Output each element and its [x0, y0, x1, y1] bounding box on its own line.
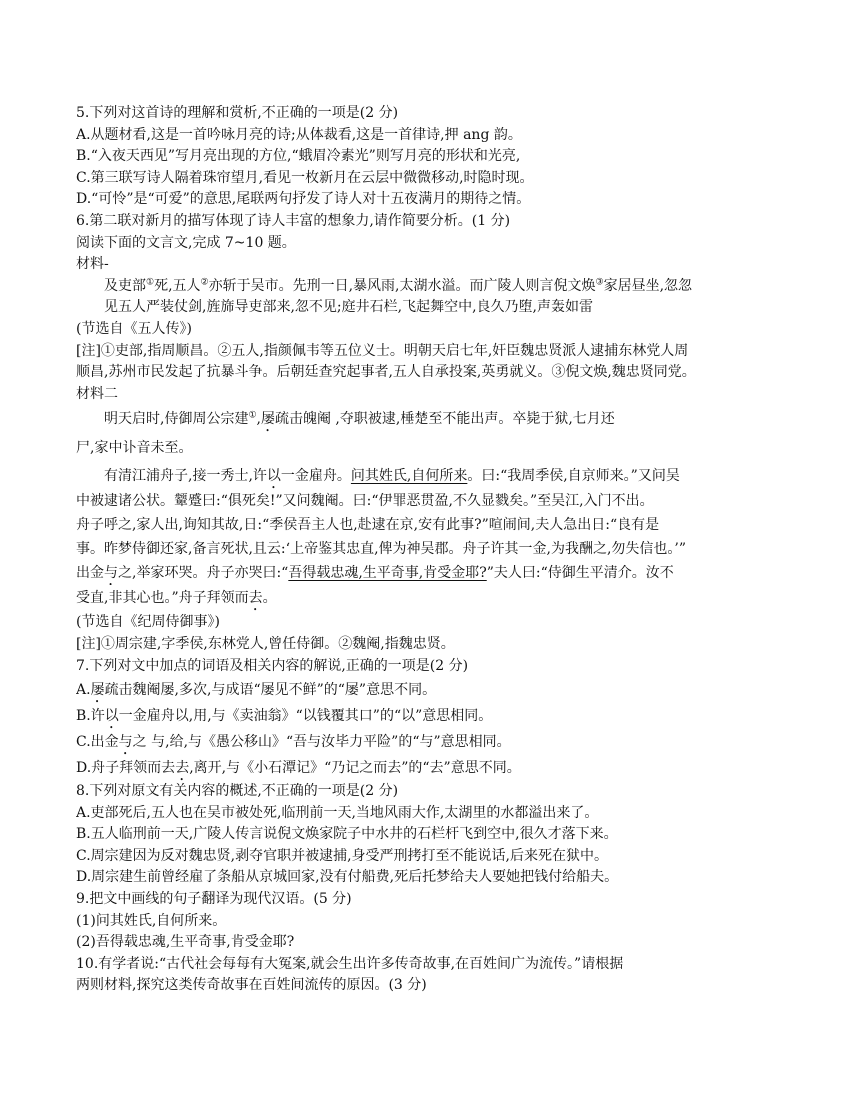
q5-option-b: B.“入夜天西见”写月亮出现的方位,“蛾眉冷素光”则写月亮的形状和光亮,	[76, 148, 521, 165]
material-1-note-1: [注]①吏部,指周顺昌。②五人,指颜佩韦等五位义士。明朝天启七年,奸臣魏忠贤派人逮捕东林党人周	[76, 342, 689, 359]
q8-option-d: D.周宗建生前曾经雇了条船从京城回家,没有付船费,死后托梦给夫人要她把钱付给船夫。	[76, 869, 619, 886]
document-page	[76, 103, 798, 997]
q7-option-d: D.舟子拜领而去去,离开,与《小石潭记》“乃记之而去”的“去”意思不同。	[76, 760, 521, 777]
material-2-para-2-line-5: 出金与之,举家环哭。舟子亦哭曰:“吾得载忠魂,生平奇事,肯受金耶?”夫人曰:“侍御生平清介。汝不	[76, 565, 674, 582]
q7-option-a: A.屡疏击魏阉屡,多次,与成语“屡见不鲜”的“屡”意思不同。	[76, 682, 437, 699]
material-2-para-2-line-6: 受直,非其心也。”舟子拜领而去。	[76, 590, 277, 607]
material-2-source: (节选自《纪周侍御事》)	[76, 614, 220, 631]
q9-sentence-2: (2)吾得载忠魂,生平奇事,肯受金耶?	[76, 934, 295, 951]
q7-option-b: B.许以一金雇舟以,用,与《卖油翁》“以钱覆其口”的“以”意思相同。	[76, 708, 493, 725]
q7-option-c: C.出金与之 与,给,与《愚公移山》“吾与汝毕力平险”的“与”意思相同。	[76, 734, 511, 751]
q5-option-a: A.从题材看,这是一首吟咏月亮的诗;从体裁看,这是一首律诗,押 ang 韵。	[76, 126, 522, 143]
q6-stem: 6.第二联对新月的描写体现了诗人丰富的想象力,请作简要分析。(1 分)	[76, 212, 511, 229]
q10-line-1: 10.有学者说:“古代社会每每有大冤案,就会生出许多传奇故事,在百姓间广为流传。”请根据	[76, 955, 624, 972]
underlined-sentence-1: 问其姓氏,自何所来	[350, 468, 468, 485]
material-1-source: (节选自《五人传》)	[76, 320, 192, 337]
reading-intro: 阅读下面的文言文,完成 7~10 题。	[76, 234, 296, 251]
q5-option-c: C.第三联写诗人隔着珠帘望月,看见一枚新月在云层中微微移动,时隐时现。	[76, 169, 534, 186]
q8-option-a: A.吏部死后,五人也在吴市被处死,临刑前一天,当地风雨大作,太湖里的水都溢出来了。	[76, 804, 599, 821]
material-2-title: 材料二	[76, 385, 118, 402]
q5-stem: 5.下列对这首诗的理解和赏析,不正确的一项是(2 分)	[76, 105, 399, 121]
material-2-para-2-line-2: 中被逮诸公状。颦蹙曰:“俱死矣!”又问魏阉。曰:“伊罪恶贯盈,不久显戮矣。”至吴江,入门不出。	[76, 493, 654, 510]
material-1-line-1: 及吏部①死,五人②亦斩于吴市。先刑一日,暴风雨,太湖水溢。而广陵人则言倪文焕③家居昼坐,忽忽	[104, 277, 693, 294]
material-1-title: 材料-	[76, 256, 109, 273]
q9-sentence-1: (1)问其姓氏,自何所来。	[76, 912, 227, 929]
material-2-para-2-line-1: 有清江浦舟子,接一秀士,许以一金雇舟。问其姓氏,自何所来。曰:“我周季侯,自京师来。”又问吴	[104, 468, 680, 485]
q5-option-d: D.“可怜”是“可爱”的意思,尾联两句抒发了诗人对十五夜满月的期待之情。	[76, 191, 531, 208]
material-2-para-2-line-4: 事。昨梦侍御还家,备言死状,且云:‘上帝鉴其忠直,俾为神吴郡。舟子许其一金,为我酬之,勿失信也。’”	[76, 541, 687, 558]
material-1-line-2: 见五人严装仗剑,旌旆导吏部来,忽不见;庭井石栏,飞起舞空中,良久乃堕,声轰如雷	[104, 299, 593, 316]
q8-option-b: B.五人临刑前一天,广陵人传言说倪文焕家院子中水井的石栏杆飞到空中,很久才落下来。	[76, 826, 618, 843]
underlined-sentence-2: 吾得载忠魂,生平奇事,肯受金耶?	[288, 565, 487, 582]
material-2-para-2-line-3: 舟子呼之,家人出,询知其故,日:“季侯吾主人也,赴逮在京,安有此事?”喧闹间,夫人急出日:“良有是	[76, 517, 660, 534]
material-2-note: [注]①周宗建,字季侯,东林党人,曾任侍御。②魏阉,指魏忠贤。	[76, 635, 455, 652]
q7-stem: 7.下列对文中加点的词语及相关内容的解说,正确的一项是(2 分)	[76, 657, 469, 674]
q9-stem: 9.把文中画线的句子翻译为现代汉语。(5 分)	[76, 891, 352, 908]
material-2-para-1-line-1: 明天启时,侍御周公宗建①,屡疏击魄阉 ,夺职被逮,棰楚至不能出声。卒毙于狱,七月还	[104, 410, 615, 428]
material-1-note-2: 顺昌,苏州市民发起了抗暴斗争。后朝廷查究起事者,五人自承投案,英勇就义。③倪文焕,魏忠贤同党。	[76, 364, 696, 381]
material-2-para-1-line-2: 尸,家中讣音未至。	[76, 440, 193, 457]
q8-stem: 8.下列对原文有关内容的概述,不正确的一项是(2 分)	[76, 783, 399, 800]
q8-option-c: C.周宗建因为反对魏忠贤,剥夺官职并被逮捕,身受严刑拷打至不能说话,后来死在狱中。	[76, 847, 609, 864]
q10-line-2: 两则材料,探究这类传奇故事在百姓间流传的原因。(3 分)	[76, 977, 427, 994]
